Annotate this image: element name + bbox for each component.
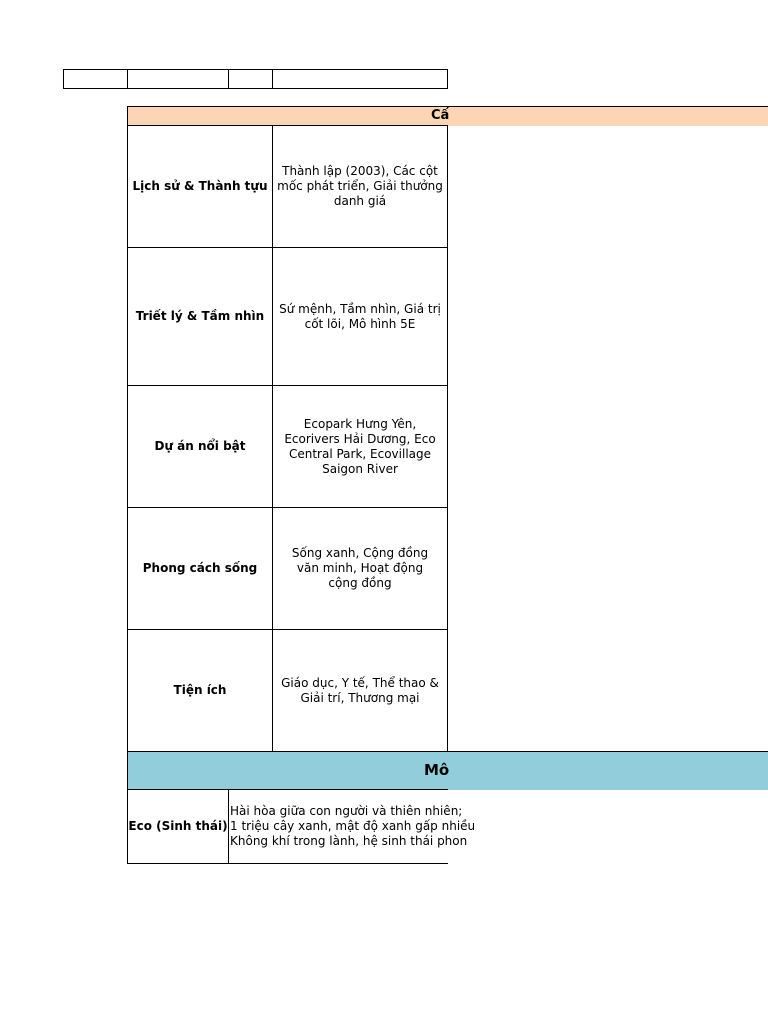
content-line: Không khí trong lành, hệ sinh thái phon — [230, 834, 468, 848]
row-label[interactable]: Dự án nổi bật — [127, 385, 273, 508]
row-content[interactable]: Sứ mệnh, Tầm nhìn, Giá trị cốt lõi, Mô hình 5E — [272, 247, 448, 386]
row-content[interactable]: Giáo dục, Y tế, Thể thao & Giải trí, Thương mại — [272, 629, 448, 752]
row-content[interactable]: Thành lập (2003), Các cột mốc phát triển, Giải thưởng danh giá — [272, 125, 448, 248]
empty-cell[interactable] — [63, 69, 128, 89]
row-label[interactable]: Triết lý & Tầm nhìn — [127, 247, 273, 386]
row-label[interactable]: Phong cách sống — [127, 507, 273, 630]
section2-title: Mô — [424, 761, 450, 779]
empty-cell[interactable] — [272, 69, 448, 89]
section1-title: Cấ — [431, 108, 450, 123]
row-content-lines — [229, 804, 475, 849]
row-label[interactable]: Tiện ích — [127, 629, 273, 752]
row-content[interactable]: Sống xanh, Cộng đồng văn minh, Hoạt động cộng đồng — [272, 507, 448, 630]
row-label[interactable]: Eco (Sinh thái) — [127, 789, 229, 864]
row-label[interactable]: Lịch sử & Thành tựu — [127, 125, 273, 248]
row-content[interactable]: Ecopark Hưng Yên, Ecorivers Hải Dương, Eco Central Park, Ecovillage Saigon River — [272, 385, 448, 508]
row-content[interactable] — [228, 789, 476, 864]
empty-cell[interactable] — [127, 69, 229, 89]
empty-cell[interactable] — [228, 69, 273, 89]
content-line: 1 triệu cây xanh, mật độ xanh gấp nhiều — [230, 819, 476, 833]
content-line: Hài hòa giữa con người và thiên nhiên; — [230, 804, 463, 818]
